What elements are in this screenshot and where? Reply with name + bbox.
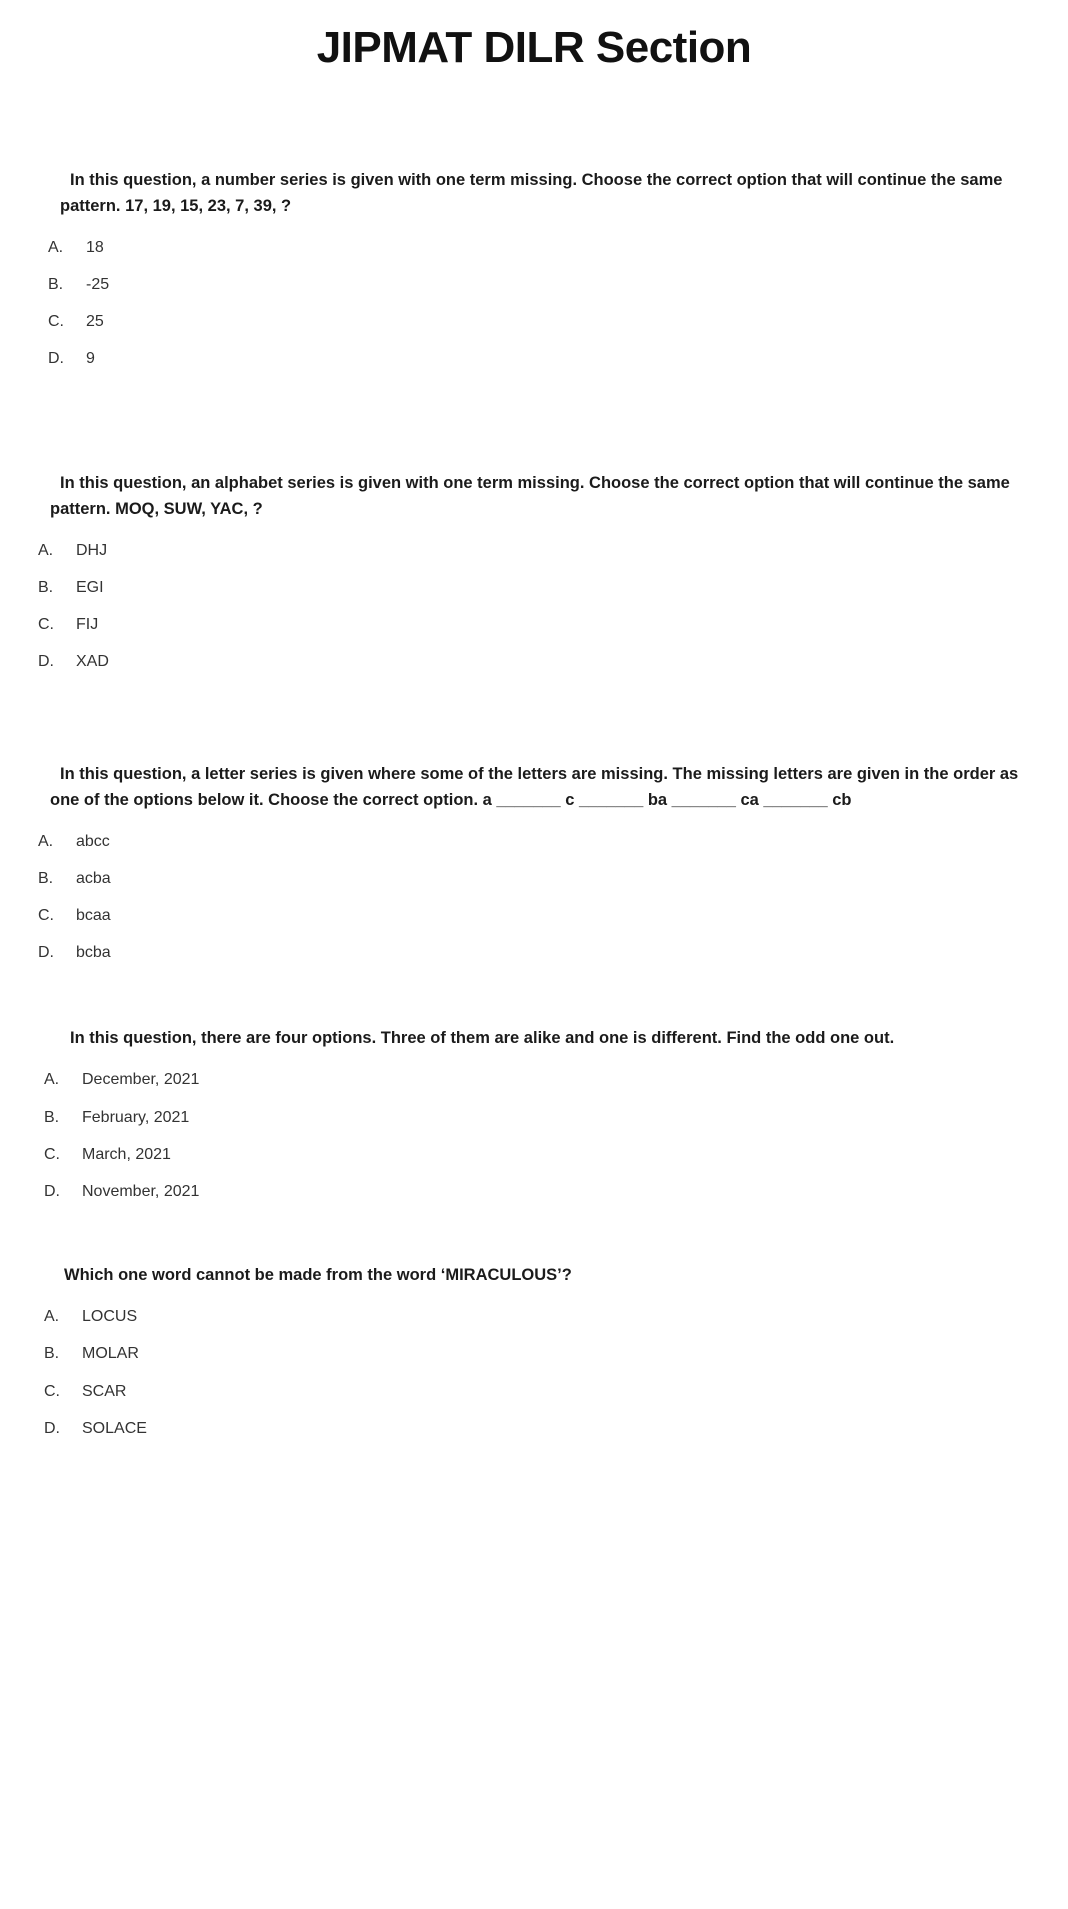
option-label: abcc [76, 832, 110, 850]
option-item[interactable] [44, 1298, 1040, 1335]
option-label: EGI [76, 578, 104, 596]
option-item[interactable] [38, 897, 1040, 934]
question-text: Which one word cannot be made from the word ‘MIRACULOUS’? [64, 1266, 572, 1285]
option-label: SOLACE [82, 1419, 147, 1437]
option-letter: B. [38, 869, 54, 887]
page-title: JIPMAT DILR Section [316, 23, 752, 72]
section-spacer [0, 1210, 1068, 1262]
option-list [44, 1061, 1040, 1210]
option-letter: C. [38, 907, 54, 925]
question-block [0, 470, 1068, 681]
option-letter: C. [44, 1145, 60, 1163]
option-letter: D. [38, 944, 54, 962]
section-spacer [0, 681, 1068, 761]
option-label: MOLAR [82, 1345, 139, 1363]
option-letter: A. [44, 1308, 60, 1326]
option-letter: C. [38, 616, 54, 634]
question-block [0, 167, 1068, 378]
option-item[interactable] [38, 606, 1040, 643]
option-letter: A. [38, 832, 54, 850]
option-item[interactable] [38, 569, 1040, 606]
option-letter: B. [44, 1345, 60, 1363]
option-letter: D. [48, 350, 64, 368]
option-letter: A. [44, 1071, 60, 1089]
question-block [0, 1262, 1068, 1447]
page-bottom-spacer [0, 1447, 1068, 1607]
option-list [44, 1298, 1040, 1447]
option-item[interactable] [44, 1099, 1040, 1136]
option-item[interactable] [38, 934, 1040, 971]
option-label: acba [76, 869, 111, 887]
option-label: 25 [86, 313, 104, 331]
option-label: FIJ [76, 616, 99, 634]
option-label: -25 [86, 276, 110, 294]
question-list [0, 167, 1068, 1607]
option-list [48, 229, 1040, 378]
question-text: In this question, a number series is given with one term missing. Choose the correct option that will continue the same pattern. 17, 19, 15, 23, 7, 39, ? [60, 170, 1003, 215]
question-text: In this question, there are four options. Three of them are alike and one is different. Find the odd one out. [70, 1029, 895, 1048]
option-item[interactable] [44, 1410, 1040, 1447]
option-label: XAD [76, 653, 109, 671]
option-item[interactable] [38, 643, 1040, 680]
option-label: bcaa [76, 907, 111, 925]
option-letter: D. [44, 1183, 60, 1201]
option-item[interactable] [44, 1373, 1040, 1410]
option-letter: B. [48, 276, 64, 294]
option-letter: C. [44, 1382, 60, 1400]
question-block [0, 1025, 1068, 1210]
option-item[interactable] [48, 229, 1040, 266]
question-text: In this question, an alphabet series is given with one term missing. Choose the correct option that will continue the same pattern. MOQ, SUW, YAC, ? [50, 473, 1010, 518]
option-item[interactable] [44, 1173, 1040, 1210]
option-label: 9 [86, 350, 95, 368]
option-label: bcba [76, 944, 111, 962]
option-item[interactable] [38, 823, 1040, 860]
option-letter: D. [44, 1419, 60, 1437]
option-label: 18 [86, 238, 104, 256]
option-label: February, 2021 [82, 1108, 190, 1126]
option-item[interactable] [48, 340, 1040, 377]
option-list [38, 823, 1040, 972]
option-label: December, 2021 [82, 1071, 200, 1089]
section-spacer [0, 971, 1068, 1025]
option-letter: A. [48, 238, 64, 256]
option-item[interactable] [38, 860, 1040, 897]
option-label: LOCUS [82, 1308, 138, 1326]
option-item[interactable] [44, 1136, 1040, 1173]
option-label: DHJ [76, 541, 108, 559]
document-page [0, 10, 1068, 1607]
option-list [38, 532, 1040, 681]
option-label: March, 2021 [82, 1145, 171, 1163]
question-text: In this question, a letter series is given where some of the letters are missing. The missing letters are given in the order as one of the options below it. Choose the correct option. a _______ c _______ ba _______ ca _______ cb [50, 764, 1019, 809]
section-spacer [0, 378, 1068, 470]
question-block [0, 761, 1068, 972]
option-letter: B. [38, 578, 54, 596]
option-label: SCAR [82, 1382, 127, 1400]
option-item[interactable] [48, 303, 1040, 340]
option-letter: D. [38, 653, 54, 671]
option-letter: B. [44, 1108, 60, 1126]
option-item[interactable] [48, 266, 1040, 303]
option-item[interactable] [38, 532, 1040, 569]
option-item[interactable] [44, 1335, 1040, 1372]
option-item[interactable] [44, 1061, 1040, 1098]
option-label: November, 2021 [82, 1183, 200, 1201]
option-letter: A. [38, 541, 54, 559]
option-letter: C. [48, 313, 64, 331]
